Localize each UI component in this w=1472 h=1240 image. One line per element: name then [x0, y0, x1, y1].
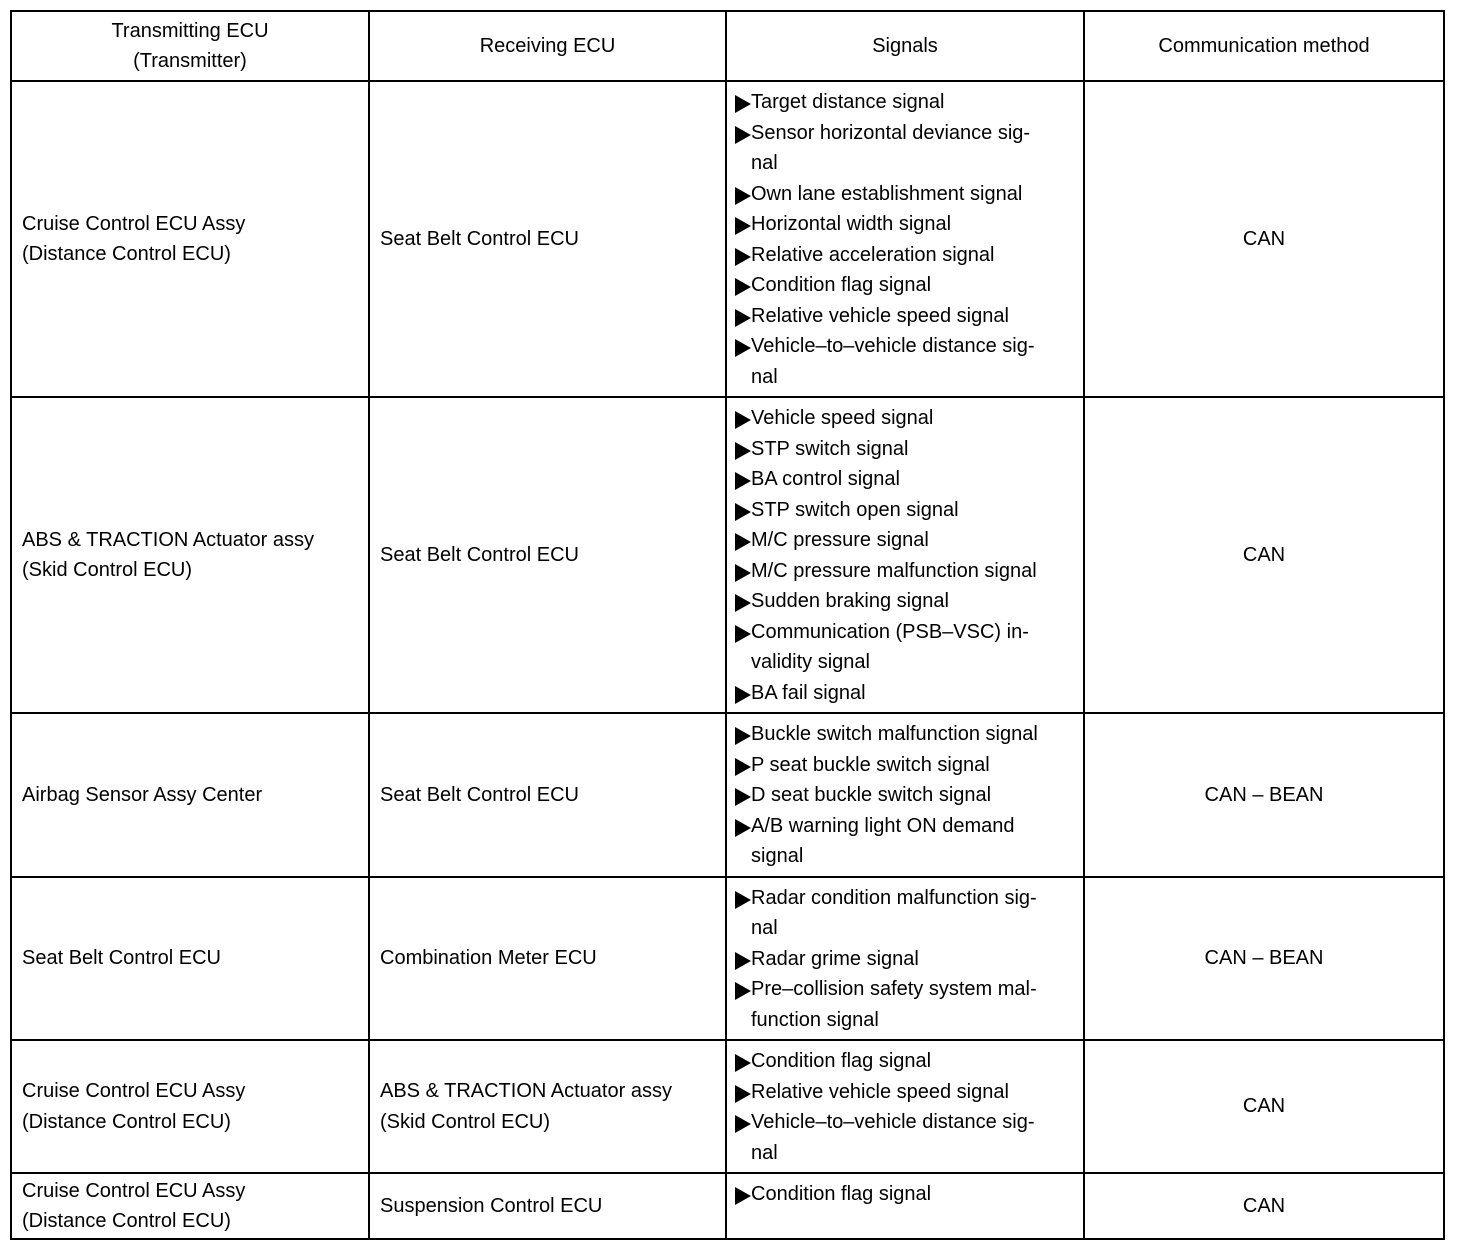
receiver-cell: Suspension Control ECU [369, 1173, 726, 1239]
signal-text: function signal [751, 1008, 879, 1031]
transmitter-cell: Cruise Control ECU Assy (Distance Control ECU) [11, 1040, 369, 1173]
signal-text: Target distance signal [751, 91, 945, 113]
header-transmitter: Transmitting ECU (Transmitter) [11, 11, 369, 81]
signals-cell [726, 397, 1084, 713]
header-receiver: Receiving ECU [369, 11, 726, 81]
ecu-communication-table [10, 10, 1445, 1240]
signal-text: A/B warning light ON demand [751, 814, 1015, 837]
signal-item-continuation [737, 913, 1075, 944]
table-row [11, 713, 1444, 877]
triangle-bullet-icon [735, 1115, 751, 1133]
triangle-bullet-icon [735, 952, 751, 970]
triangle-bullet-icon [735, 625, 751, 643]
triangle-bullet-icon [735, 533, 751, 551]
method-cell: CAN [1084, 1173, 1444, 1239]
signal-text: BA control signal [751, 468, 900, 490]
signal-item-continuation [737, 647, 1075, 678]
signals-cell [726, 877, 1084, 1041]
signal-text: Relative vehicle speed signal [751, 304, 1009, 327]
method-cell: CAN – BEAN [1084, 713, 1444, 877]
signal-text: nal [751, 917, 778, 939]
signal-text: Condition flag signal [751, 274, 932, 296]
signal-item [737, 118, 1075, 149]
signal-text: Communication (PSB–VSC) in- [751, 620, 1029, 643]
triangle-bullet-icon [735, 339, 751, 357]
signal-item [737, 811, 1075, 842]
signal-item [737, 1077, 1075, 1108]
triangle-bullet-icon [735, 278, 751, 296]
signal-text: M/C pressure signal [751, 529, 929, 551]
signals-cell [726, 81, 1084, 397]
triangle-bullet-icon [735, 891, 751, 909]
signal-text: Radar grime signal [751, 947, 919, 970]
signal-item-continuation [737, 841, 1075, 872]
signal-item [737, 495, 1075, 526]
triangle-bullet-icon [735, 1187, 751, 1205]
signal-item [737, 209, 1075, 240]
triangle-bullet-icon [735, 686, 751, 704]
signal-item [737, 525, 1075, 556]
signals-cell [726, 713, 1084, 877]
method-cell: CAN [1084, 397, 1444, 713]
signal-text: Vehicle speed signal [751, 407, 934, 429]
signal-item [737, 944, 1075, 975]
triangle-bullet-icon [735, 503, 751, 521]
triangle-bullet-icon [735, 564, 751, 582]
header-method: Communication method [1084, 11, 1444, 81]
method-cell: CAN – BEAN [1084, 877, 1444, 1041]
signal-item [737, 780, 1075, 811]
triangle-bullet-icon [735, 442, 751, 460]
method-cell: CAN [1084, 1040, 1444, 1173]
signal-item [737, 617, 1075, 648]
signal-item [737, 179, 1075, 210]
table-row [11, 81, 1444, 397]
header-signals: Signals [726, 11, 1084, 81]
signal-text: Relative vehicle speed signal [751, 1080, 1009, 1103]
signal-text: validity signal [751, 651, 870, 673]
triangle-bullet-icon [735, 788, 751, 806]
signal-text: Sudden braking signal [751, 590, 949, 612]
signal-item [737, 750, 1075, 781]
signal-item [737, 1179, 1075, 1210]
transmitter-cell: Airbag Sensor Assy Center [11, 713, 369, 877]
receiver-cell: Seat Belt Control ECU [369, 81, 726, 397]
signal-item [737, 1046, 1075, 1077]
signal-item [737, 719, 1075, 750]
triangle-bullet-icon [735, 248, 751, 266]
signal-item [737, 586, 1075, 617]
signal-item [737, 464, 1075, 495]
triangle-bullet-icon [735, 819, 751, 837]
transmitter-cell: Seat Belt Control ECU [11, 877, 369, 1041]
triangle-bullet-icon [735, 309, 751, 327]
signal-item [737, 974, 1075, 1005]
signal-item [737, 403, 1075, 434]
triangle-bullet-icon [735, 594, 751, 612]
signal-text: Condition flag signal [751, 1183, 932, 1205]
table-row [11, 1173, 1444, 1239]
signal-text: nal [751, 152, 778, 174]
signal-text: D seat buckle switch signal [751, 784, 992, 806]
signal-item [737, 331, 1075, 362]
signal-item [737, 87, 1075, 118]
receiver-cell: Combination Meter ECU [369, 877, 726, 1041]
triangle-bullet-icon [735, 411, 751, 429]
signal-item-continuation [737, 1005, 1075, 1036]
signal-text: Vehicle–to–vehicle distance sig- [751, 335, 1035, 357]
triangle-bullet-icon [735, 217, 751, 235]
header-row [11, 11, 1444, 81]
signal-item [737, 240, 1075, 271]
signal-text: Own lane establishment signal [751, 182, 1023, 205]
signal-text: nal [751, 365, 778, 388]
signal-item [737, 556, 1075, 587]
signal-item [737, 270, 1075, 301]
signal-text: Radar condition malfunction sig- [751, 886, 1037, 909]
signal-text: P seat buckle switch signal [751, 753, 990, 776]
table-row [11, 1040, 1444, 1173]
signal-text: STP switch signal [751, 437, 909, 460]
method-cell: CAN [1084, 81, 1444, 397]
signal-text: Buckle switch malfunction signal [751, 723, 1038, 745]
table-row [11, 877, 1444, 1041]
transmitter-cell: Cruise Control ECU Assy (Distance Control ECU) [11, 81, 369, 397]
signal-text: Pre–collision safety system mal- [751, 978, 1037, 1000]
signal-text: Horizontal width signal [751, 213, 952, 235]
signal-item [737, 883, 1075, 914]
receiver-cell: Seat Belt Control ECU [369, 713, 726, 877]
receiver-cell: Seat Belt Control ECU [369, 397, 726, 713]
transmitter-cell: ABS & TRACTION Actuator assy (Skid Control ECU) [11, 397, 369, 713]
triangle-bullet-icon [735, 187, 751, 205]
signal-item [737, 434, 1075, 465]
signal-text: nal [751, 1141, 778, 1164]
receiver-cell: ABS & TRACTION Actuator assy (Skid Control ECU) [369, 1040, 726, 1173]
signal-text: BA fail signal [751, 681, 866, 704]
signal-text: Vehicle–to–vehicle distance sig- [751, 1111, 1035, 1133]
signal-item-continuation [737, 362, 1075, 393]
triangle-bullet-icon [735, 126, 751, 144]
table-row [11, 397, 1444, 713]
triangle-bullet-icon [735, 727, 751, 745]
signal-item [737, 678, 1075, 709]
signal-text: Condition flag signal [751, 1050, 932, 1072]
triangle-bullet-icon [735, 758, 751, 776]
signal-text: signal [751, 845, 804, 867]
signals-cell [726, 1173, 1084, 1239]
triangle-bullet-icon [735, 982, 751, 1000]
signal-item-continuation [737, 148, 1075, 179]
signal-item [737, 301, 1075, 332]
triangle-bullet-icon [735, 1054, 751, 1072]
signal-item [737, 1107, 1075, 1138]
triangle-bullet-icon [735, 95, 751, 113]
triangle-bullet-icon [735, 1085, 751, 1103]
signal-text: M/C pressure malfunction signal [751, 559, 1037, 582]
transmitter-cell: Cruise Control ECU Assy (Distance Control ECU) [11, 1173, 369, 1239]
signals-cell [726, 1040, 1084, 1173]
signal-item-continuation [737, 1138, 1075, 1169]
triangle-bullet-icon [735, 472, 751, 490]
signal-text: Relative acceleration signal [751, 243, 995, 266]
signal-text: Sensor horizontal deviance sig- [751, 121, 1031, 144]
signal-text: STP switch open signal [751, 498, 959, 521]
